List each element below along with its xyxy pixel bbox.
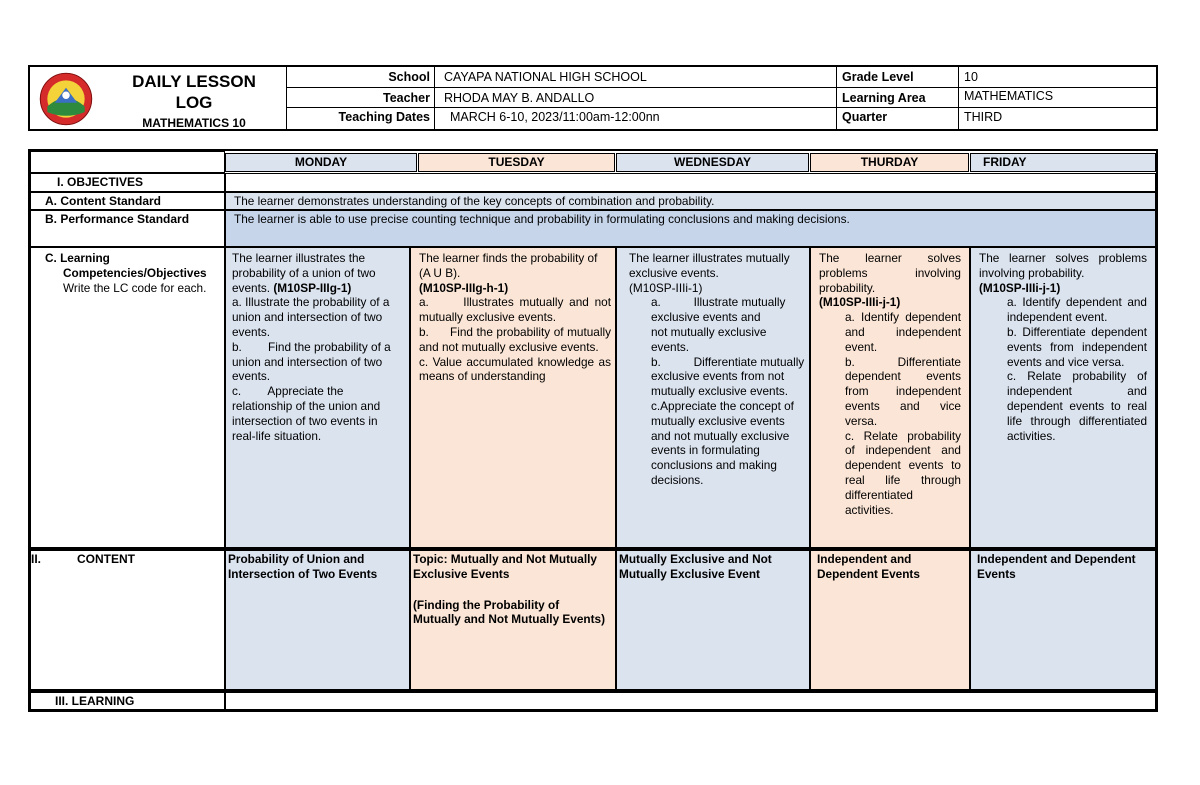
- content-tuesday: [410, 550, 616, 690]
- grade-label: Grade Level: [842, 70, 914, 84]
- day-header-monday: MONDAY: [225, 153, 417, 172]
- competencies-label-cell: [30, 247, 225, 548]
- friday-obj-b: b. Differentiate dependent events from independent events and vice versa.: [1007, 324, 1147, 369]
- school-logo: [38, 71, 94, 127]
- competencies-tuesday: [410, 247, 616, 548]
- thursday-obj-b: b. Differentiate dependent events from independent events and vice versa.: [845, 354, 961, 428]
- teacher-value: RHODA MAY B. ANDALLO: [444, 91, 595, 105]
- subject-subtitle: MATHEMATICS 10: [142, 116, 246, 130]
- tuesday-code: (M10SP-IIIg-h-1): [419, 280, 509, 295]
- thursday-code: (M10SP-IIIi-j-1): [819, 295, 901, 310]
- learning-blank: [225, 692, 1156, 710]
- day-header-friday: FRIDAY: [970, 153, 1156, 172]
- content-wednesday: Mutually Exclusive and Not Mutually Exclusive Event: [616, 550, 810, 690]
- dates-value: MARCH 6-10, 2023/11:00am-12:00nn: [450, 110, 660, 124]
- friday-obj-c: c. Relate probability of independent and dependent events to real life through differentiated activities.: [1007, 369, 1147, 443]
- content-label-cell: [30, 550, 225, 690]
- grade-value: 10: [964, 70, 978, 84]
- school-label: School: [388, 70, 430, 84]
- content-friday: Independent and Dependent Events: [970, 550, 1156, 690]
- day-header-wednesday: WEDNESDAY: [616, 153, 809, 172]
- tuesday-obj-c: c. Value accumulated knowledge as means of understanding: [419, 354, 611, 384]
- quarter-value: THIRD: [964, 110, 1003, 124]
- competencies-label-line3: Write the LC code for each.: [63, 280, 207, 295]
- tuesday-intro: The learner finds the probability of (A U B).: [419, 251, 598, 280]
- lesson-log-table: [28, 149, 1158, 712]
- school-value: CAYAPA NATIONAL HIGH SCHOOL: [444, 70, 647, 84]
- dates-label: Teaching Dates: [338, 110, 430, 124]
- wednesday-obj-a-cont: not mutually exclusive events.: [651, 324, 767, 354]
- objectives-section-label: I. OBJECTIVES: [30, 173, 225, 192]
- performance-standard-text: The learner is able to use precise counting technique and probability in formulating conclusions and making decisions.: [225, 210, 1156, 247]
- friday-code: (M10SP-IIIi-j-1): [979, 280, 1061, 295]
- content-monday: Probability of Union and Intersection of Two Events: [225, 550, 410, 690]
- tuesday-obj-a: a. Illustrates mutually and not mutually exclusive events.: [419, 295, 611, 325]
- content-tuesday-topic: Topic: Mutually and Not Mutually Exclusive Events: [413, 552, 597, 581]
- competencies-monday: [225, 247, 410, 548]
- thursday-intro: The learner solves problems involving probability.: [819, 251, 961, 295]
- monday-obj-c: c. Appreciate the relationship of the union and intersection of two events in real-life situation.: [232, 384, 381, 443]
- thursday-obj-a: a. Identify dependent and independent event.: [845, 310, 961, 354]
- wednesday-obj-c: c.Appreciate the concept of mutually exclusive events and not mutually exclusive events in formulating conclusions and making decisions.: [651, 398, 794, 487]
- quarter-label: Quarter: [842, 110, 888, 124]
- title-line-2: LOG: [175, 93, 213, 112]
- area-label: Learning Area: [842, 91, 926, 105]
- document-title: [98, 71, 290, 130]
- header-block: [28, 65, 1158, 131]
- content-label-num: II.: [31, 552, 42, 566]
- objectives-blank: [225, 173, 1156, 192]
- content-standard-label: A. Content Standard: [30, 192, 225, 210]
- content-standard-text: The learner demonstrates understanding of the key concepts of combination and probability.: [225, 192, 1156, 210]
- area-value: MATHEMATICS: [964, 89, 1054, 103]
- day-header-thursday: THURDAY: [810, 153, 969, 172]
- monday-obj-a: a. Illustrate the probability of a union and intersection of two events.: [232, 295, 390, 339]
- content-thursday: Independent and Dependent Events: [810, 550, 970, 690]
- content-tuesday-sub: (Finding the Probability of Mutually and Not Mutually Events): [413, 597, 606, 627]
- wednesday-intro: The learner illustrates mutually exclusive events.: [629, 251, 790, 280]
- monday-intro: The learner illustrates the probability of a union of two events. (M10SP-IIIg-1): [232, 251, 376, 295]
- corner-cell: [30, 151, 225, 173]
- competencies-wednesday: [616, 247, 810, 548]
- friday-intro: The learner solves problems involving probability.: [979, 251, 1147, 280]
- wednesday-obj-b: b. Differentiate mutually exclusive events from not mutually exclusive events.: [651, 354, 805, 399]
- competencies-thursday: [810, 247, 970, 548]
- content-label: CONTENT: [77, 552, 136, 566]
- competencies-friday: [970, 247, 1156, 548]
- learning-label: III. LEARNING: [30, 692, 225, 710]
- wednesday-code: (M10SP-IIIi-1): [629, 280, 703, 295]
- title-line-1: DAILY LESSON: [132, 72, 256, 91]
- tuesday-obj-b: b. Find the probability of mutually and not mutually exclusive events.: [419, 324, 611, 354]
- day-header-tuesday: TUESDAY: [418, 153, 615, 172]
- thursday-obj-c: c. Relate probability of independent and dependent events to real life through differentiated activities.: [845, 428, 961, 517]
- teacher-label: Teacher: [382, 91, 430, 105]
- wednesday-obj-a: a. Illustrate mutually exclusive events and: [651, 295, 786, 325]
- monday-obj-b: b. Find the probability of a union and intersection of two events.: [232, 339, 391, 384]
- competencies-label-line2: Competencies/Objectives: [63, 265, 207, 280]
- performance-standard-label: B. Performance Standard: [30, 210, 225, 247]
- competencies-label-line1: C. Learning: [45, 251, 110, 265]
- friday-obj-a: a. Identify dependent and independent event.: [1007, 295, 1147, 325]
